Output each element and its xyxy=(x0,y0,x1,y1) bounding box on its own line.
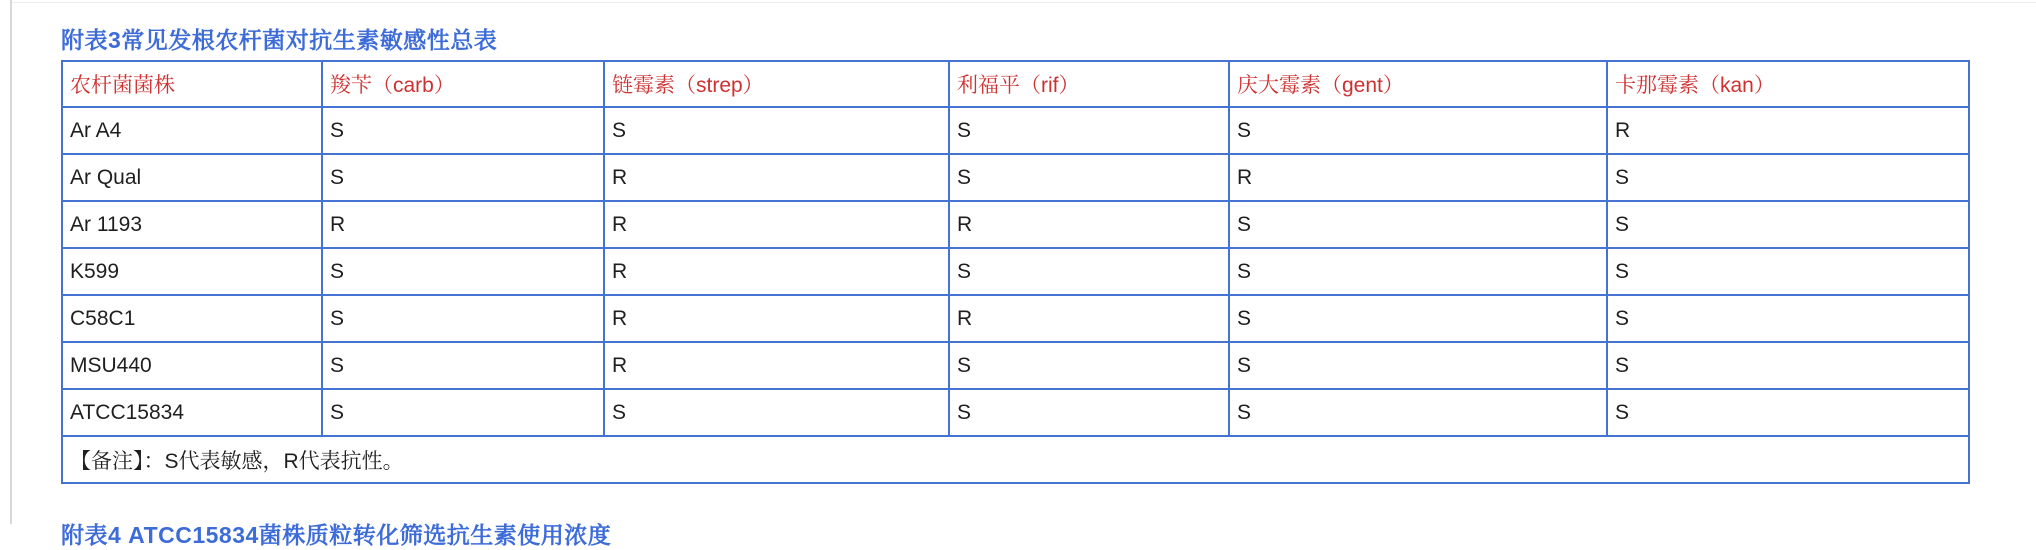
table-cell: S xyxy=(949,389,1229,436)
table-cell: S xyxy=(1229,248,1607,295)
table-cell: S xyxy=(1229,342,1607,389)
table4-title-clipped: 附表4 ATCC15834菌株质粒转化筛选抗生素使用浓度 xyxy=(61,522,612,548)
table-cell: S xyxy=(322,295,604,342)
strain-cell: Ar Qual xyxy=(62,154,322,201)
strain-cell: Ar A4 xyxy=(62,107,322,154)
table-row xyxy=(62,248,1969,295)
table-cell: R xyxy=(322,201,604,248)
table-cell: R xyxy=(949,295,1229,342)
table-cell: S xyxy=(1229,201,1607,248)
table-cell: S xyxy=(1607,201,1969,248)
table-cell: S xyxy=(1607,154,1969,201)
column-header-kan: 卡那霉素（kan） xyxy=(1607,61,1969,107)
column-header-strain: 农杆菌菌株 xyxy=(62,61,322,107)
table-header-row xyxy=(62,61,1969,107)
antibiotic-sensitivity-table xyxy=(61,60,1970,484)
table-row xyxy=(62,154,1969,201)
table-cell: R xyxy=(604,295,949,342)
table-cell: S xyxy=(1229,389,1607,436)
table-note-row xyxy=(62,436,1969,483)
strain-cell: C58C1 xyxy=(62,295,322,342)
page-left-hairline xyxy=(10,0,12,524)
table3-title: 附表3常见发根农杆菌对抗生素敏感性总表 xyxy=(61,27,498,53)
table-cell: S xyxy=(949,248,1229,295)
column-header-gent: 庆大霉素（gent） xyxy=(1229,61,1607,107)
table-cell: S xyxy=(1607,295,1969,342)
table-cell: S xyxy=(1607,389,1969,436)
note-cell: 【备注】：S代表敏感，R代表抗性。 xyxy=(62,436,1969,483)
strain-cell: MSU440 xyxy=(62,342,322,389)
table-cell: S xyxy=(1607,248,1969,295)
table-cell: S xyxy=(322,154,604,201)
table-cell: S xyxy=(322,389,604,436)
strain-cell: ATCC15834 xyxy=(62,389,322,436)
table-cell: R xyxy=(604,342,949,389)
table-cell: S xyxy=(322,248,604,295)
table-cell: S xyxy=(1229,107,1607,154)
table-cell: S xyxy=(949,154,1229,201)
table-cell: R xyxy=(604,248,949,295)
table-cell: S xyxy=(322,107,604,154)
table-cell: S xyxy=(604,107,949,154)
table-row xyxy=(62,389,1969,436)
table-cell: R xyxy=(604,154,949,201)
table-cell: R xyxy=(1229,154,1607,201)
table-cell: R xyxy=(1607,107,1969,154)
table-cell: S xyxy=(949,342,1229,389)
column-header-carb: 羧苄（carb） xyxy=(322,61,604,107)
table-cell: S xyxy=(1229,295,1607,342)
table-row xyxy=(62,201,1969,248)
strain-cell: K599 xyxy=(62,248,322,295)
column-header-strep: 链霉素（strep） xyxy=(604,61,949,107)
table-cell: S xyxy=(604,389,949,436)
column-header-rif: 利福平（rif） xyxy=(949,61,1229,107)
table-cell: R xyxy=(949,201,1229,248)
table-cell: S xyxy=(949,107,1229,154)
table-row xyxy=(62,107,1969,154)
table-row xyxy=(62,342,1969,389)
table-cell: R xyxy=(604,201,949,248)
document-content xyxy=(61,0,1970,550)
table-cell: S xyxy=(1607,342,1969,389)
table-row xyxy=(62,295,1969,342)
strain-cell: Ar 1193 xyxy=(62,201,322,248)
table-cell: S xyxy=(322,342,604,389)
